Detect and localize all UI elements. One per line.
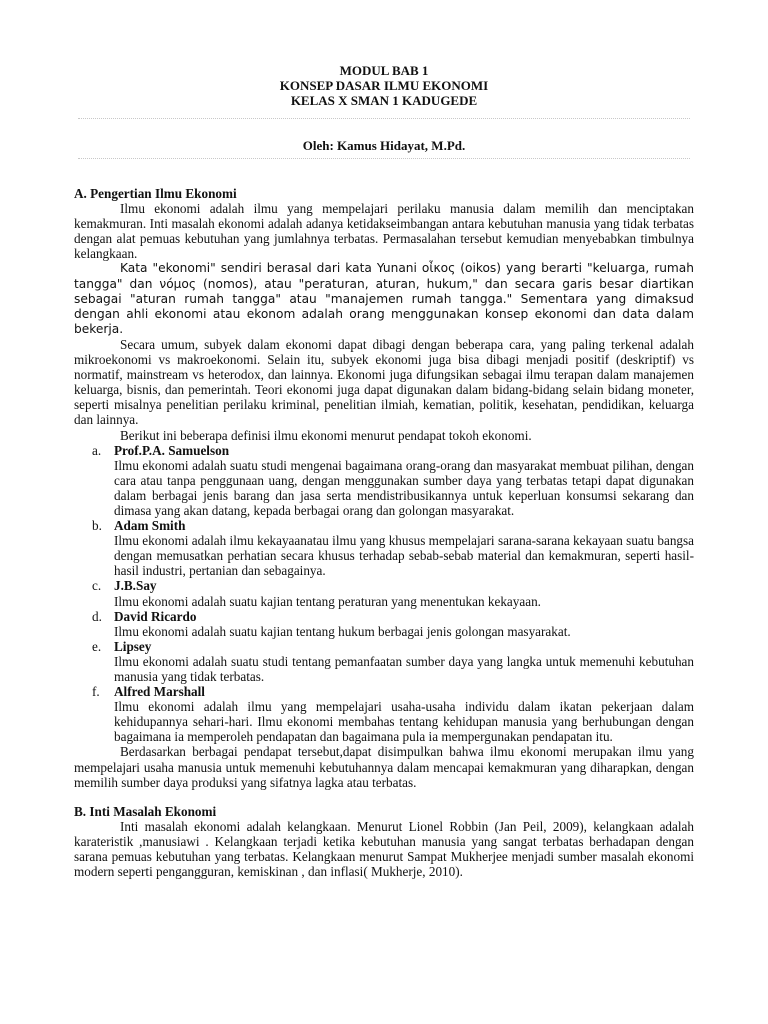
section-a-paragraph-2: Kata "ekonomi" sendiri berasal dari kata Yunani οἶκος (oikos) yang berarti "keluarga, rumah tangga" dan νόμος (nomos), atau "peraturan, aturan, hukum," dan secara garis besar diartikan sebagai "aturan rumah tangga" atau "manajemen rumah tangga." Sementara yang dimaksud dengan ahli ekonomi atau ekonom adalah orang menggunakan konsep ekonomi dan data dalam bekerja.: [74, 261, 694, 336]
list-marker: e.: [92, 638, 102, 654]
definition-author: Alfred Marshall: [114, 684, 205, 700]
section-a-paragraph-1: Ilmu ekonomi adalah ilmu yang mempelajari perilaku manusia dalam memilih dan menciptakan kemakmuran. Inti masalah ekonomi adalah adanya ketidakseimbangan antara kebutuhan manusia yang tidak terbatas dengan alat pemuas kebutuhan yang jumlahnya terbatas. Permasalahan tersebut kemudian menyebabkan timbulnya kelangkaan.: [74, 201, 694, 262]
definition-text: Ilmu ekonomi adalah suatu kajian tentang hukum berbagai jenis golongan masyarakat.: [114, 623, 571, 639]
section-a-paragraph-4: Berikut ini beberapa definisi ilmu ekonomi menurut pendapat tokoh ekonomi.: [120, 427, 532, 443]
definition-item: [74, 518, 694, 578]
definition-text: Ilmu ekonomi adalah ilmu kekayaanatau ilmu yang khusus mempelajari sarana-sarana kekayaan suatu bangsa dengan memusatkan perhatian secara khusus terhadap sebab-sebab material dan kemakmuran, seperti hasil-hasil industri, pertanian dan sebagainya.: [114, 533, 694, 579]
definition-text: Ilmu ekonomi adalah suatu studi tentang pemanfaatan sumber daya yang langka untuk memenuhi kebutuhan manusia yang tidak terbatas.: [114, 653, 694, 684]
list-marker: f.: [92, 684, 100, 700]
definition-author: Adam Smith: [114, 518, 186, 534]
definition-item: [74, 443, 694, 518]
definition-item: [74, 609, 694, 639]
chapter-title: KONSEP DASAR ILMU EKONOMI: [279, 78, 489, 93]
section-a-paragraph-3: Secara umum, subyek dalam ekonomi dapat dibagi dengan beberapa cara, yang paling terkenal adalah mikroekonomi vs makroekonomi. Selain itu, subyek ekonomi juga bisa dibagi menjadi positif (deskriptif) vs normatif, mainstream vs heterodox, dan lainnya. Ekonomi juga difungsikan sebagai ilmu terapan dalam manajemen keluarga, bisnis, dan pemerintah. Teori ekonomi juga dapat digunakan dalam bidang-bidang selain bidang moneter, seperti misalnya penelitian perilaku kriminal, penelitian ilmiah, kematian, politik, kesehatan, pendidikan, keluarga dan lainnya.: [74, 336, 694, 428]
list-marker: c.: [92, 578, 102, 594]
definition-author: Prof.P.A. Samuelson: [114, 442, 230, 458]
document-header: [0, 63, 768, 108]
definition-item: [74, 639, 694, 684]
definition-text: Ilmu ekonomi adalah suatu studi mengenai bagaimana orang-orang dan masyarakat membuat pilihan, dengan cara atau tanpa penggunaan uang, dengan menggunakan sumber daya yang terbatas tetapi dapat digunakan dalam berbagai jenis barang dan jasa serta mendistribusikannya untuk keperluan konsumsi sekarang dan dimasa yang akan datang, kepada berbagai orang dan golongan masyarakat.: [114, 457, 694, 518]
definition-item: [74, 578, 694, 608]
definition-text: Ilmu ekonomi adalah ilmu yang mempelajari usaha-usaha individu dalam ikatan pekerjaan dalam kehidupannya sehari-hari. Ilmu ekonomi membahas tentang kehidupan manusia yang berhubungan dengan bagaimana ia memperoleh pendapatan dan bagaimana pula ia mempergunakan pendapatan itu.: [114, 699, 694, 745]
section-b-heading: B. Inti Masalah Ekonomi: [74, 803, 217, 819]
section-a-conclusion: Berdasarkan berbagai pendapat tersebut,dapat disimpulkan bahwa ilmu ekonomi merupakan ilmu yang mempelajari usaha manusia untuk memenuhi kebutuhannya dalam mencapai kemakmuran yang diharapkan, dengan memilih sumber daya produksi yang sifatnya lagka atau terbatas.: [74, 744, 694, 790]
list-marker: d.: [92, 608, 102, 624]
definition-author: J.B.Say: [114, 578, 157, 594]
section-b-paragraph-1: Inti masalah ekonomi adalah kelangkaan. Menurut Lionel Robbin (Jan Peil, 2009), kelangkaan adalah karateristik ,manusiawi . Kelangkaan terjadi ketika kebutuhan manusia yang sangat terbatas berhadapan dengan sarana pemuas kebutuhan yang terbatas. Kelangkaan menurut Sampat Mukherjee menjadi sumber masalah ekonomi modern seperti pengangguran, kemiskinan , dan inflasi( Mukherje, 2010).: [74, 818, 694, 880]
definition-text: Ilmu ekonomi adalah suatu kajian tentang peraturan yang menentukan kekayaan.: [114, 593, 541, 609]
author-line: Oleh: Kamus Hidayat, M.Pd.: [302, 138, 466, 153]
definition-author: Lipsey: [114, 638, 152, 654]
definition-author: David Ricardo: [114, 608, 197, 624]
list-marker: b.: [92, 518, 102, 534]
list-marker: a.: [92, 442, 102, 458]
section-a-heading: A. Pengertian Ilmu Ekonomi: [74, 186, 237, 201]
module-title: MODUL BAB 1: [339, 63, 429, 78]
header-divider: [78, 118, 690, 119]
class-title: KELAS X SMAN 1 KADUGEDE: [290, 93, 478, 108]
document-body: [74, 186, 694, 879]
definition-item: [74, 684, 694, 744]
author-divider: [78, 158, 690, 159]
